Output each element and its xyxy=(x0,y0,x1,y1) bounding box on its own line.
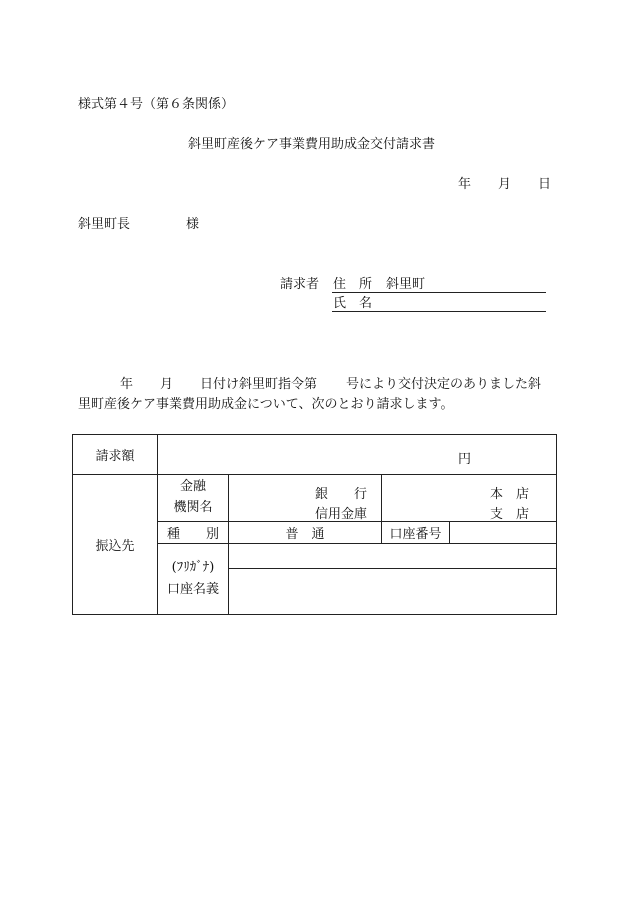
transfer-label-cell xyxy=(73,475,158,615)
document-title: 斜里町産後ケア事業費用助成金交付請求書 xyxy=(188,137,436,152)
form-number: 様式第４号（第６条関係） xyxy=(78,97,235,112)
type-label: 種 別 xyxy=(166,527,219,542)
account-name-cell[interactable] xyxy=(229,569,557,615)
date-year-label: 年 xyxy=(458,177,472,192)
branch-label: 支 店 xyxy=(490,506,530,522)
institution-name-cell[interactable] xyxy=(229,475,382,522)
addressee-honorific: 様 xyxy=(186,217,200,232)
account-number-label: 口座番号 xyxy=(389,527,442,542)
type-value: 普 通 xyxy=(285,527,325,542)
claimant-address-underline xyxy=(332,292,546,293)
account-name-label: 口座名義 xyxy=(166,582,219,597)
body-month: 月 xyxy=(160,377,174,392)
credit-union-label: 信用金庫 xyxy=(315,506,368,522)
date-month-label: 月 xyxy=(498,177,512,192)
body-dated: 日付け斜里町指令第 xyxy=(200,377,318,392)
claimant-name-underline xyxy=(332,311,546,312)
yen-label: 円 xyxy=(458,451,472,467)
institution-label-line2: 機関名 xyxy=(173,500,213,515)
date-day-label: 日 xyxy=(538,177,552,192)
bank-label: 銀 行 xyxy=(315,486,368,502)
claimant-address-value: 斜里町 xyxy=(386,277,426,292)
claimant-label: 請求者 xyxy=(280,277,320,292)
account-name-label-cell xyxy=(158,544,229,615)
claim-amount-label-cell xyxy=(73,435,158,475)
body-number-suffix: 号により交付決定のありました斜 xyxy=(346,377,542,392)
claimant-name-label: 氏 名 xyxy=(333,296,373,311)
type-value-cell[interactable] xyxy=(229,522,382,544)
claim-table xyxy=(72,434,557,615)
claimant-address-label: 住 所 xyxy=(333,277,373,292)
furigana-cell[interactable] xyxy=(229,544,557,569)
furigana-label: (ﾌﾘｶﾞﾅ) xyxy=(171,559,215,575)
claim-amount-label: 請求額 xyxy=(95,449,135,464)
transfer-label: 振込先 xyxy=(95,539,135,554)
claim-amount-cell[interactable] xyxy=(158,435,557,475)
head-office-label: 本 店 xyxy=(490,486,530,502)
branch-name-cell[interactable] xyxy=(382,475,557,522)
institution-label-cell xyxy=(158,475,229,522)
institution-label-line1: 金融 xyxy=(179,479,206,495)
account-number-label-cell xyxy=(382,522,450,544)
account-number-cell[interactable] xyxy=(450,522,557,544)
type-label-cell xyxy=(158,522,229,544)
addressee-name: 斜里町長 xyxy=(78,217,131,232)
body-line-2: 里町産後ケア事業費用助成金について、次のとおり請求します。 xyxy=(78,397,454,412)
body-year: 年 xyxy=(120,377,134,392)
